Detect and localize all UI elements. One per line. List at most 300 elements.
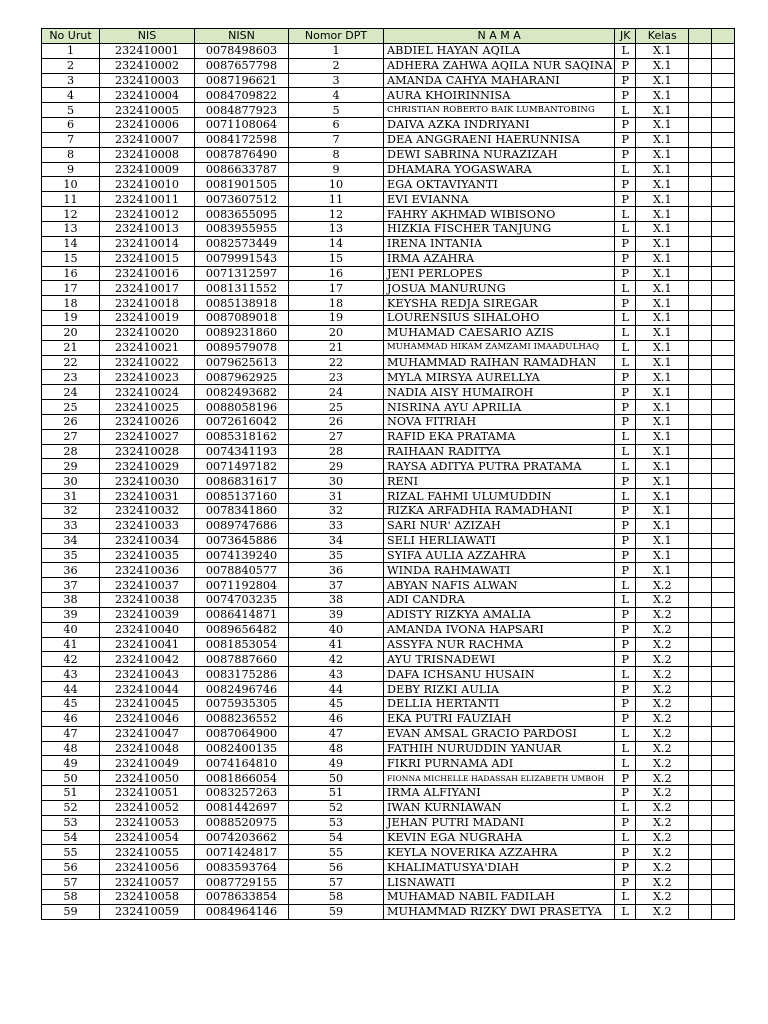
nomor-dpt-cell: 2 xyxy=(289,58,384,73)
nisn-cell: 0079991543 xyxy=(195,251,289,266)
nomor-dpt-cell: 26 xyxy=(289,414,384,429)
no-urut-cell: 43 xyxy=(42,667,100,682)
kelas-cell: X.1 xyxy=(636,132,689,147)
table-row xyxy=(42,281,735,296)
empty-cell xyxy=(712,207,735,222)
table-row xyxy=(42,88,735,103)
empty-cell xyxy=(689,236,712,251)
nis-cell: 232410008 xyxy=(100,147,195,162)
kelas-cell: X.2 xyxy=(636,830,689,845)
kelas-cell: X.1 xyxy=(636,518,689,533)
nisn-cell: 0083955955 xyxy=(195,221,289,236)
kelas-cell: X.1 xyxy=(636,58,689,73)
nis-cell: 232410006 xyxy=(100,118,195,133)
nisn-cell: 0071424817 xyxy=(195,845,289,860)
table-row xyxy=(42,429,735,444)
table-row xyxy=(42,504,735,519)
empty-cell xyxy=(689,667,712,682)
table-row xyxy=(42,400,735,415)
nisn-cell: 0074341193 xyxy=(195,444,289,459)
header-row xyxy=(42,29,735,44)
table-row xyxy=(42,622,735,637)
empty-cell xyxy=(689,563,712,578)
jk-cell: P xyxy=(615,132,636,147)
table-row xyxy=(42,830,735,845)
kelas-cell: X.2 xyxy=(636,889,689,904)
jk-cell: P xyxy=(615,548,636,563)
table-row xyxy=(42,548,735,563)
nama-cell: LOURENSIUS SIHALOHO xyxy=(384,311,615,326)
nis-cell: 232410058 xyxy=(100,889,195,904)
no-urut-cell: 28 xyxy=(42,444,100,459)
table-row xyxy=(42,489,735,504)
nis-cell: 232410027 xyxy=(100,429,195,444)
jk-cell: L xyxy=(615,578,636,593)
nama-cell: EVI EVIANNA xyxy=(384,192,615,207)
nis-cell: 232410010 xyxy=(100,177,195,192)
nama-cell: JOSUA MANURUNG xyxy=(384,281,615,296)
empty-cell xyxy=(689,43,712,58)
nama-cell: FATHIH NURUDDIN YANUAR xyxy=(384,741,615,756)
nama-cell: KEYLA NOVERIKA AZZAHRA xyxy=(384,845,615,860)
empty-cell xyxy=(712,563,735,578)
nama-cell: AMANDA CAHYA MAHARANI xyxy=(384,73,615,88)
empty-cell xyxy=(712,504,735,519)
kelas-cell: X.2 xyxy=(636,815,689,830)
nama-cell: NOVA FITRIAH xyxy=(384,414,615,429)
empty-cell xyxy=(689,830,712,845)
no-urut-cell: 23 xyxy=(42,370,100,385)
nisn-cell: 0078341860 xyxy=(195,504,289,519)
nomor-dpt-cell: 28 xyxy=(289,444,384,459)
empty-cell xyxy=(712,177,735,192)
nama-cell: MUHAMMAD RAIHAN RAMADHAN xyxy=(384,355,615,370)
empty-cell xyxy=(712,325,735,340)
nama-cell: JEHAN PUTRI MADANI xyxy=(384,815,615,830)
nama-cell: RIZAL FAHMI ULUMUDDIN xyxy=(384,489,615,504)
empty-cell xyxy=(712,622,735,637)
jk-cell: P xyxy=(615,622,636,637)
empty-cell xyxy=(689,281,712,296)
empty-cell xyxy=(689,132,712,147)
empty-cell xyxy=(689,726,712,741)
no-urut-cell: 5 xyxy=(42,103,100,118)
kelas-cell: X.1 xyxy=(636,459,689,474)
nis-cell: 232410054 xyxy=(100,830,195,845)
no-urut-cell: 13 xyxy=(42,221,100,236)
jk-cell: L xyxy=(615,162,636,177)
kelas-cell: X.2 xyxy=(636,607,689,622)
empty-cell xyxy=(689,771,712,786)
nama-cell: MUHAMAD NABIL FADILAH xyxy=(384,889,615,904)
no-urut-cell: 47 xyxy=(42,726,100,741)
nisn-cell: 0082496746 xyxy=(195,682,289,697)
empty-cell xyxy=(689,221,712,236)
empty-cell xyxy=(712,73,735,88)
nisn-cell: 0088058196 xyxy=(195,400,289,415)
table-row xyxy=(42,845,735,860)
no-urut-cell: 22 xyxy=(42,355,100,370)
jk-cell: L xyxy=(615,325,636,340)
header-nama: N A M A xyxy=(384,29,615,44)
nisn-cell: 0081311552 xyxy=(195,281,289,296)
header-nomor-dpt: Nomor DPT xyxy=(289,29,384,44)
nis-cell: 232410036 xyxy=(100,563,195,578)
empty-cell xyxy=(712,845,735,860)
no-urut-cell: 1 xyxy=(42,43,100,58)
jk-cell: P xyxy=(615,504,636,519)
header-kelas: Kelas xyxy=(636,29,689,44)
nama-cell: EKA PUTRI FAUZIAH xyxy=(384,711,615,726)
no-urut-cell: 44 xyxy=(42,682,100,697)
header-nis: NIS xyxy=(100,29,195,44)
empty-cell xyxy=(689,504,712,519)
nama-cell: DAIVA AZKA INDRIYANI xyxy=(384,118,615,133)
nis-cell: 232410059 xyxy=(100,904,195,919)
no-urut-cell: 42 xyxy=(42,652,100,667)
nis-cell: 232410011 xyxy=(100,192,195,207)
kelas-cell: X.2 xyxy=(636,682,689,697)
no-urut-cell: 21 xyxy=(42,340,100,355)
nisn-cell: 0086414871 xyxy=(195,607,289,622)
nisn-cell: 0079625613 xyxy=(195,355,289,370)
no-urut-cell: 25 xyxy=(42,400,100,415)
nomor-dpt-cell: 15 xyxy=(289,251,384,266)
empty-cell xyxy=(712,889,735,904)
kelas-cell: X.1 xyxy=(636,266,689,281)
nomor-dpt-cell: 51 xyxy=(289,786,384,801)
nama-cell: ABYAN NAFIS ALWAN xyxy=(384,578,615,593)
empty-cell xyxy=(689,815,712,830)
nisn-cell: 0088520975 xyxy=(195,815,289,830)
empty-cell xyxy=(712,533,735,548)
empty-cell xyxy=(712,593,735,608)
empty-cell xyxy=(712,875,735,890)
empty-cell xyxy=(712,830,735,845)
nama-cell: CHRISTIAN ROBERTO BAIK LUMBANTOBING xyxy=(384,103,615,118)
nisn-cell: 0074203662 xyxy=(195,830,289,845)
nisn-cell: 0085318162 xyxy=(195,429,289,444)
empty-cell xyxy=(712,118,735,133)
jk-cell: L xyxy=(615,311,636,326)
nisn-cell: 0082573449 xyxy=(195,236,289,251)
no-urut-cell: 46 xyxy=(42,711,100,726)
nomor-dpt-cell: 24 xyxy=(289,385,384,400)
jk-cell: P xyxy=(615,118,636,133)
nama-cell: FIONNA MICHELLE HADASSAH ELIZABETH UMBOH xyxy=(384,771,615,786)
no-urut-cell: 19 xyxy=(42,311,100,326)
table-body xyxy=(42,43,735,919)
kelas-cell: X.1 xyxy=(636,103,689,118)
no-urut-cell: 6 xyxy=(42,118,100,133)
nis-cell: 232410050 xyxy=(100,771,195,786)
table-row xyxy=(42,385,735,400)
nama-cell: FIKRI PURNAMA ADI xyxy=(384,756,615,771)
empty-cell xyxy=(712,637,735,652)
nisn-cell: 0089231860 xyxy=(195,325,289,340)
nisn-cell: 0081866054 xyxy=(195,771,289,786)
nisn-cell: 0072616042 xyxy=(195,414,289,429)
empty-cell xyxy=(712,771,735,786)
empty-cell xyxy=(689,266,712,281)
no-urut-cell: 17 xyxy=(42,281,100,296)
nama-cell: IWAN KURNIAWAN xyxy=(384,800,615,815)
empty-cell xyxy=(689,58,712,73)
nomor-dpt-cell: 3 xyxy=(289,73,384,88)
kelas-cell: X.2 xyxy=(636,800,689,815)
empty-cell xyxy=(689,177,712,192)
empty-cell xyxy=(712,43,735,58)
nis-cell: 232410021 xyxy=(100,340,195,355)
kelas-cell: X.1 xyxy=(636,162,689,177)
jk-cell: P xyxy=(615,73,636,88)
empty-cell xyxy=(689,251,712,266)
empty-cell xyxy=(712,800,735,815)
nis-cell: 232410022 xyxy=(100,355,195,370)
table-row xyxy=(42,593,735,608)
nama-cell: RIZKA ARFADHIA RAMADHANI xyxy=(384,504,615,519)
empty-cell xyxy=(689,474,712,489)
nomor-dpt-cell: 37 xyxy=(289,578,384,593)
empty-cell xyxy=(689,429,712,444)
jk-cell: L xyxy=(615,593,636,608)
empty-cell xyxy=(689,696,712,711)
nama-cell: EVAN AMSAL GRACIO PARDOSI xyxy=(384,726,615,741)
nomor-dpt-cell: 53 xyxy=(289,815,384,830)
no-urut-cell: 12 xyxy=(42,207,100,222)
nama-cell: ASSYFA NUR RACHMA xyxy=(384,637,615,652)
nama-cell: MYLA MIRSYA AURELLYA xyxy=(384,370,615,385)
jk-cell: P xyxy=(615,88,636,103)
nomor-dpt-cell: 58 xyxy=(289,889,384,904)
empty-cell xyxy=(689,593,712,608)
no-urut-cell: 45 xyxy=(42,696,100,711)
table-row xyxy=(42,904,735,919)
nisn-cell: 0071312597 xyxy=(195,266,289,281)
jk-cell: L xyxy=(615,103,636,118)
no-urut-cell: 33 xyxy=(42,518,100,533)
empty-cell xyxy=(712,236,735,251)
empty-cell xyxy=(712,311,735,326)
jk-cell: P xyxy=(615,400,636,415)
nomor-dpt-cell: 22 xyxy=(289,355,384,370)
nisn-cell: 0087729155 xyxy=(195,875,289,890)
nisn-cell: 0089579078 xyxy=(195,340,289,355)
empty-cell xyxy=(712,860,735,875)
jk-cell: P xyxy=(615,696,636,711)
empty-cell xyxy=(689,875,712,890)
nisn-cell: 0081853054 xyxy=(195,637,289,652)
jk-cell: L xyxy=(615,459,636,474)
nisn-cell: 0083655095 xyxy=(195,207,289,222)
kelas-cell: X.1 xyxy=(636,489,689,504)
nama-cell: LISNAWATI xyxy=(384,875,615,890)
nomor-dpt-cell: 33 xyxy=(289,518,384,533)
nisn-cell: 0088236552 xyxy=(195,711,289,726)
kelas-cell: X.1 xyxy=(636,533,689,548)
kelas-cell: X.1 xyxy=(636,236,689,251)
table-row xyxy=(42,162,735,177)
table-row xyxy=(42,786,735,801)
jk-cell: L xyxy=(615,355,636,370)
nomor-dpt-cell: 47 xyxy=(289,726,384,741)
table-row xyxy=(42,474,735,489)
jk-cell: P xyxy=(615,518,636,533)
nama-cell: RENI xyxy=(384,474,615,489)
no-urut-cell: 8 xyxy=(42,147,100,162)
empty-cell xyxy=(712,58,735,73)
jk-cell: L xyxy=(615,207,636,222)
student-list-table xyxy=(41,28,735,920)
no-urut-cell: 57 xyxy=(42,875,100,890)
nama-cell: MUHAMMAD RIZKY DWI PRASETYA xyxy=(384,904,615,919)
kelas-cell: X.1 xyxy=(636,118,689,133)
nomor-dpt-cell: 6 xyxy=(289,118,384,133)
table-row xyxy=(42,756,735,771)
table-row xyxy=(42,444,735,459)
no-urut-cell: 48 xyxy=(42,741,100,756)
table-row xyxy=(42,800,735,815)
jk-cell: P xyxy=(615,474,636,489)
nama-cell: EGA OKTAVIYANTI xyxy=(384,177,615,192)
jk-cell: P xyxy=(615,652,636,667)
no-urut-cell: 39 xyxy=(42,607,100,622)
nomor-dpt-cell: 40 xyxy=(289,622,384,637)
no-urut-cell: 14 xyxy=(42,236,100,251)
kelas-cell: X.1 xyxy=(636,370,689,385)
no-urut-cell: 29 xyxy=(42,459,100,474)
kelas-cell: X.1 xyxy=(636,355,689,370)
empty-cell xyxy=(712,667,735,682)
empty-cell xyxy=(689,756,712,771)
kelas-cell: X.2 xyxy=(636,904,689,919)
table-row xyxy=(42,637,735,652)
table-row xyxy=(42,459,735,474)
empty-cell xyxy=(712,786,735,801)
kelas-cell: X.2 xyxy=(636,860,689,875)
nomor-dpt-cell: 14 xyxy=(289,236,384,251)
nisn-cell: 0074703235 xyxy=(195,593,289,608)
nama-cell: ADI CANDRA xyxy=(384,593,615,608)
no-urut-cell: 56 xyxy=(42,860,100,875)
kelas-cell: X.2 xyxy=(636,786,689,801)
no-urut-cell: 41 xyxy=(42,637,100,652)
nis-cell: 232410032 xyxy=(100,504,195,519)
nama-cell: IRENA INTANIA xyxy=(384,236,615,251)
nomor-dpt-cell: 43 xyxy=(289,667,384,682)
empty-cell xyxy=(689,296,712,311)
nisn-cell: 0071497182 xyxy=(195,459,289,474)
jk-cell: P xyxy=(615,58,636,73)
nisn-cell: 0085138918 xyxy=(195,296,289,311)
nama-cell: NADIA AISY HUMAIROH xyxy=(384,385,615,400)
nis-cell: 232410040 xyxy=(100,622,195,637)
kelas-cell: X.1 xyxy=(636,88,689,103)
no-urut-cell: 55 xyxy=(42,845,100,860)
nisn-cell: 0078633854 xyxy=(195,889,289,904)
nama-cell: SARI NUR' AZIZAH xyxy=(384,518,615,533)
nama-cell: WINDA RAHMAWATI xyxy=(384,563,615,578)
nis-cell: 232410037 xyxy=(100,578,195,593)
nis-cell: 232410030 xyxy=(100,474,195,489)
no-urut-cell: 53 xyxy=(42,815,100,830)
empty-cell xyxy=(712,682,735,697)
empty-cell xyxy=(689,385,712,400)
nama-cell: RAIHAAN RADITYA xyxy=(384,444,615,459)
table-row xyxy=(42,533,735,548)
no-urut-cell: 9 xyxy=(42,162,100,177)
nisn-cell: 0087962925 xyxy=(195,370,289,385)
nomor-dpt-cell: 17 xyxy=(289,281,384,296)
nomor-dpt-cell: 56 xyxy=(289,860,384,875)
empty-cell xyxy=(689,860,712,875)
nis-cell: 232410053 xyxy=(100,815,195,830)
table-row xyxy=(42,667,735,682)
nomor-dpt-cell: 9 xyxy=(289,162,384,177)
table-row xyxy=(42,103,735,118)
nisn-cell: 0083175286 xyxy=(195,667,289,682)
table-row xyxy=(42,73,735,88)
jk-cell: P xyxy=(615,296,636,311)
nisn-cell: 0081901505 xyxy=(195,177,289,192)
empty-cell xyxy=(689,147,712,162)
table-row xyxy=(42,889,735,904)
kelas-cell: X.1 xyxy=(636,251,689,266)
jk-cell: P xyxy=(615,266,636,281)
table-row xyxy=(42,266,735,281)
nis-cell: 232410033 xyxy=(100,518,195,533)
nisn-cell: 0074139240 xyxy=(195,548,289,563)
nama-cell: FAHRY AKHMAD WIBISONO xyxy=(384,207,615,222)
empty-cell xyxy=(689,118,712,133)
empty-cell xyxy=(689,652,712,667)
no-urut-cell: 10 xyxy=(42,177,100,192)
jk-cell: P xyxy=(615,815,636,830)
nis-cell: 232410034 xyxy=(100,533,195,548)
jk-cell: L xyxy=(615,667,636,682)
nis-cell: 232410019 xyxy=(100,311,195,326)
jk-cell: P xyxy=(615,563,636,578)
kelas-cell: X.2 xyxy=(636,756,689,771)
nis-cell: 232410045 xyxy=(100,696,195,711)
kelas-cell: X.2 xyxy=(636,593,689,608)
nomor-dpt-cell: 7 xyxy=(289,132,384,147)
empty-cell xyxy=(712,251,735,266)
header-no-urut: No Urut xyxy=(42,29,100,44)
nomor-dpt-cell: 13 xyxy=(289,221,384,236)
nama-cell: AYU TRISNADEWI xyxy=(384,652,615,667)
nomor-dpt-cell: 46 xyxy=(289,711,384,726)
empty-cell xyxy=(712,429,735,444)
empty-cell xyxy=(712,385,735,400)
table-row xyxy=(42,207,735,222)
nama-cell: IRMA AZAHRA xyxy=(384,251,615,266)
table-row xyxy=(42,518,735,533)
no-urut-cell: 26 xyxy=(42,414,100,429)
nomor-dpt-cell: 36 xyxy=(289,563,384,578)
nama-cell: DEA ANGGRAENI HAERUNNISA xyxy=(384,132,615,147)
empty-cell xyxy=(689,400,712,415)
no-urut-cell: 3 xyxy=(42,73,100,88)
nisn-cell: 0075935305 xyxy=(195,696,289,711)
kelas-cell: X.1 xyxy=(636,325,689,340)
nisn-cell: 0084964146 xyxy=(195,904,289,919)
empty-cell xyxy=(712,474,735,489)
nama-cell: KEYSHA REDJA SIREGAR xyxy=(384,296,615,311)
empty-cell xyxy=(689,904,712,919)
empty-cell xyxy=(689,489,712,504)
empty-cell xyxy=(689,340,712,355)
